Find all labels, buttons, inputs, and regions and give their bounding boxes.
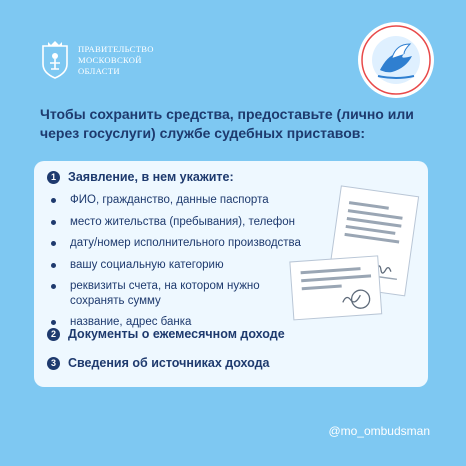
section-title-1: Заявление, в нем укажите:: [68, 170, 234, 184]
list-item: ФИО, гражданство, данные паспорта: [48, 193, 308, 208]
coat-of-arms-icon: [38, 40, 72, 80]
section-number-3: 3: [47, 357, 60, 370]
list-item: дату/номер исполнительного производства: [48, 236, 308, 251]
government-title: [78, 44, 154, 77]
gov-line-2: МОСКОВСКОЙ: [78, 55, 142, 65]
list-item: место жительства (пребывания), телефон: [48, 215, 308, 230]
gov-line-3: ОБЛАСТИ: [78, 66, 120, 76]
section-title-2: Документы о ежемесячном доходе: [68, 327, 285, 341]
section-title-3: Сведения об источниках дохода: [68, 356, 270, 370]
list-item: реквизиты счета, на котором нужно сохранять сумму: [48, 279, 308, 308]
documents-illustration-icon: [284, 181, 424, 326]
instructions-card: [34, 161, 428, 387]
ombudsman-dove-emblem-icon: [356, 20, 436, 100]
list-item: вашу социальную категорию: [48, 258, 308, 273]
application-requirements-list: [48, 193, 308, 337]
list-item: название, адрес банка: [48, 315, 308, 330]
social-handle: @mo_ombudsman: [328, 424, 430, 438]
gov-line-1: ПРАВИТЕЛЬСТВО: [78, 44, 154, 54]
section-number-2: 2: [47, 328, 60, 341]
headline: Чтобы сохранить средства, предоставьте (лично или через госуслуги) службе судебных приставов:: [40, 106, 414, 141]
section-number-1: 1: [47, 171, 60, 184]
